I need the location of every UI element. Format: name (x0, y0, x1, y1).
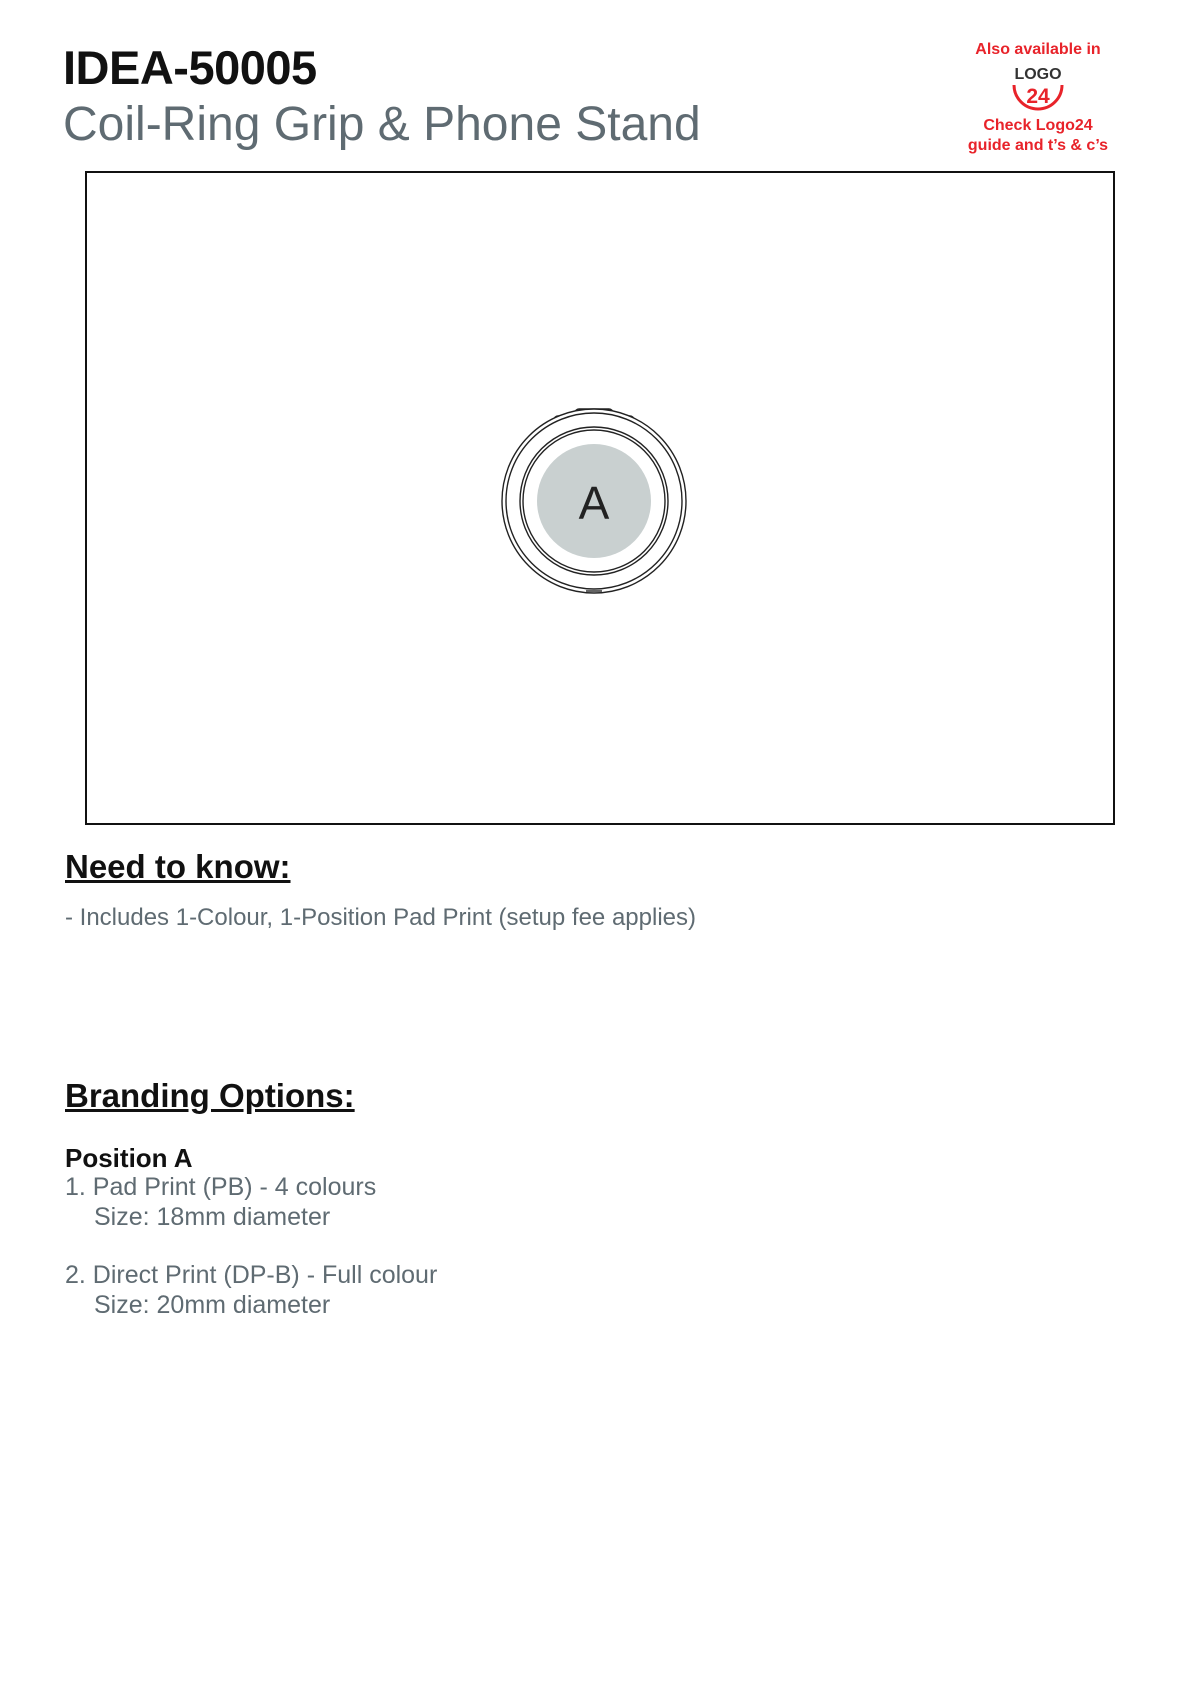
branding-option-2 (65, 1260, 437, 1320)
product-name: Coil-Ring Grip & Phone Stand (63, 98, 701, 151)
branding-option-2-size: Size: 20mm diameter (94, 1291, 331, 1319)
logo24-top-text: Also available in (975, 41, 1101, 58)
logo24-notice (948, 40, 1128, 156)
logo24-bottom-text-2: guide and t’s & c’s (967, 137, 1109, 154)
position-a-title: Position A (65, 1143, 193, 1173)
branding-option-2-method: 2. Direct Print (DP-B) - Full colour (65, 1261, 438, 1289)
need-to-know-item: - Includes 1-Colour, 1-Position Pad Print (setup fee applies) (65, 904, 696, 931)
branding-options-heading: Branding Options: (65, 1077, 355, 1114)
product-code: IDEA-50005 (63, 41, 317, 94)
logo24-badge-number: 24 (1026, 85, 1050, 108)
branding-option-1 (65, 1172, 376, 1232)
position-a-label: A (578, 477, 610, 529)
need-to-know-heading: Need to know: (65, 848, 291, 885)
product-image-frame (85, 171, 1115, 825)
branding-option-1-size: Size: 18mm diameter (94, 1203, 331, 1231)
ring-grip-drawing (87, 173, 1112, 822)
logo24-bottom-text-1: Check Logo24 (983, 117, 1093, 134)
logo24-badge-icon (1008, 61, 1068, 113)
branding-option-1-method: 1. Pad Print (PB) - 4 colours (65, 1173, 377, 1201)
logo24-badge-word: LOGO (1014, 66, 1062, 83)
